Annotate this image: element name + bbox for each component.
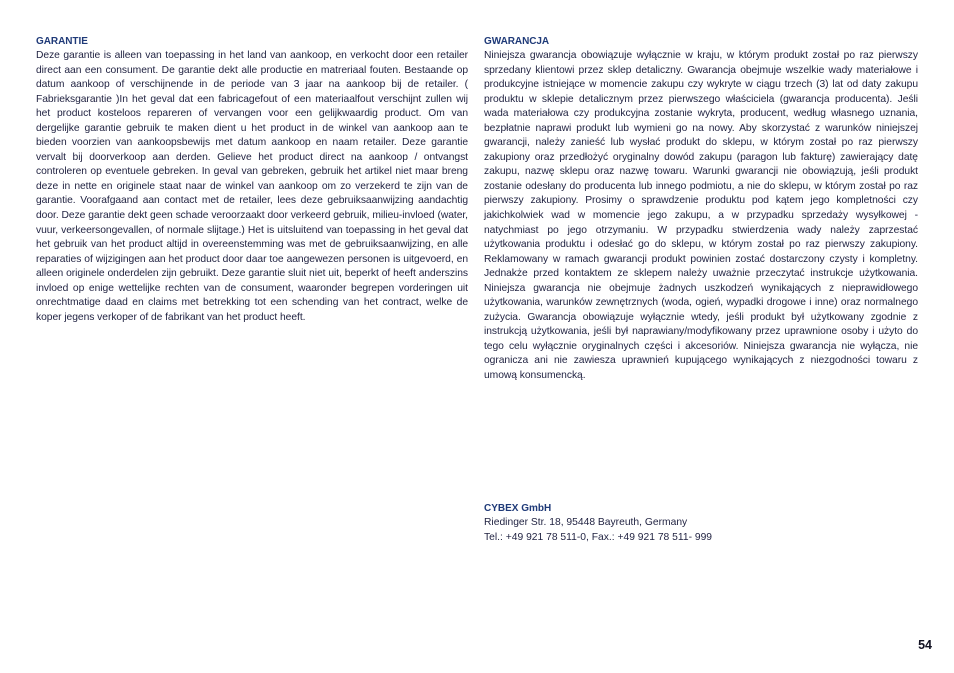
company-address: Riedinger Str. 18, 95448 Bayreuth, Germany	[484, 517, 688, 529]
polish-warranty-text: Niniejsza gwarancja obowiązuje wyłącznie w kraju, w którym produkt został po raz pierwszy sprzedany klientowi przez sklep detaliczny. Gwarancja obejmuje wszelkie wady materiałowe i produkcyjne istniejące w momencie zakupu czy wykryte w ciągu trzech (3) lat od daty zakupu produktu w sklepie detalicznym przez pierwszego właściciela (gwarancja producenta). Jeśli wada materiałowa czy produkcyjna zostanie wykryta, producent, według własnego uznania, bezpłatnie naprawi produkt lub wymieni go na nowy. Aby skorzystać z warunków niniejszej gwarancji, należy zanieść lub wysłać produkt do sklepu, w którym został po raz pierwszy zakupiony oraz przedłożyć oryginalny dowód zakupu (paragon lub fakturę) zawierający datę zakupu, nazwę sklepu oraz nazwę towaru. Warunki gwarancji nie obowiązują, jeśli produkt zostanie odesłany do producenta lub innego podmiotu, a nie do sklepu, w którym został po raz pierwszy zakupiony. Prosimy o sprawdzenie produktu pod kątem jego kompletności czy jakichkolwiek wad w momencie jego zakupu, a w przypadku sprzedaży wysyłkowej - natychmiast po jego otrzymaniu. W przypadku stwierdzenia wady należy zaprzestać użytkowania produktu i odesłać go do sklepu, w którym został po raz pierwszy zakupiony. Reklamowany w ramach gwarancji produkt powinien zostać dostarczony czysty i kompletny. Jednakże przed kontaktem ze sklepem należy uważnie przeczytać instrukcje użytkowania. Niniejsza gwarancja nie obejmuje żadnych uszkodzeń wynikających z nieprawidłowego użytkowania, warunków zewnętrznych (woda, ogień, wypadki drogowe i inne) oraz normalnego zużycia. Gwarancja obowiązuje wyłącznie wtedy, jeśli produkt był użytkowany zgodnie z instrukcją użytkowania, jeśli był naprawiany/modyfikowany przez uprawnione osoby i użyto do tego celu wyłącznie oryginalnych części i akcesoriów. Niniejsza gwarancja nie wyłącza, nie ogranicza ani nie zawiesza uprawnień kupującego wynikających z niezgodności towaru z umową konsumencką.	[484, 50, 918, 382]
dutch-warranty-section	[36, 36, 468, 325]
polish-warranty-section	[484, 36, 918, 384]
dutch-warranty-heading: GARANTIE	[36, 36, 88, 47]
company-contact: Tel.: +49 921 78 511-0, Fax.: +49 921 78 511- 999	[484, 531, 713, 543]
company-info	[484, 502, 784, 545]
polish-warranty-heading: GWARANCJA	[484, 36, 550, 47]
page-number: 54	[918, 638, 932, 652]
dutch-warranty-text: Deze garantie is alleen van toepassing in het land van aankoop, en verkocht door een retailer direct aan een consument. De garantie dekt alle productie en matreriaal fouten. Bestaande op datum aankoop of verschijnende in de periode van 3 jaar na aankoop bij de retailer. ( Fabrieksgarantie )In het geval dat een fabricagefout of een materiaalfout verschijnt zullen wij het product kosteloos repareren of vervangen voor een gelijkwaardig product. Om van dergelijke garantie gebruik te maken dient u het product in de winkel van aankoop aan te bieden voorzien van aankoopsbewijs met datum aankoop en naam retailer. Deze garantie vervalt bij doorverkoop aan derden. Gelieve het product direct na aankoop / ontvangst controleren op eventuele gebreken. In geval van gebreken, gebruik het artikel niet maar breng deze in nette en originele staat naar de winkel van aankoop om zo verzekerd te zijn van de garantie. Voorafgaand aan contact met de retailer, lees deze gebruiksaanwijzing aandachtig door. Deze garantie dekt geen schade veroorzaakt door verkeerd gebruik, milieu-invloed (water, vuur, verkeersongevallen, of normale slijtage.) Het is uitsluitend van toepassing in het geval dat het gebruik van het product altijd in overeenstemming was met de gebruiksaanwijzing, en alle reparaties of wijzigingen aan het product door daar toe aangewezen personen is uitgevoerd, en alleen originele onderdelen zijn gebruikt. Deze garantie sluit niet uit, beperkt of heeft anderszins invloed op enige wettelijke rechten van de consument, waaronder begrepen vorderingen uit onrechtmatige daad en claims met betrekking tot een schending van het contract, welke de koper jegens verkoper of de fabrikant van het product heeft.	[36, 50, 468, 323]
company-name: CYBEX GmbH	[484, 503, 552, 514]
